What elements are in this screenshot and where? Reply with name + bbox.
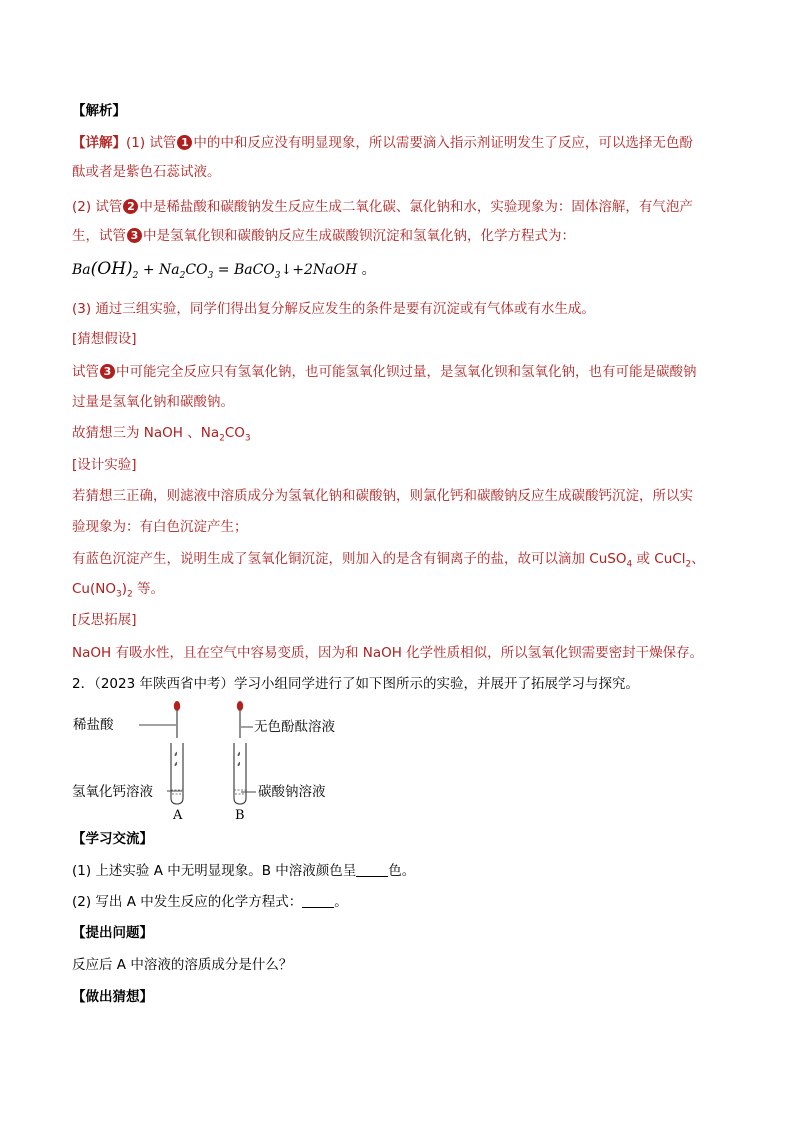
detail-paragraph-3: (3) 通过三组实验，同学们得出复分解反应发生的条件是要有沉淀或有气体或有水生成。 bbox=[72, 301, 595, 317]
label-caoh: 氢氧化钙溶液 bbox=[72, 784, 153, 800]
p1-text-a: (1) 试管 bbox=[126, 135, 177, 151]
label-na2co3: 碳酸钠溶液 bbox=[258, 784, 326, 800]
analysis-heading: 【解析】 bbox=[72, 103, 126, 119]
guess-paragraph-2: 过量是氢氧化钠和碳酸钠。 bbox=[72, 394, 234, 410]
tube-b-label: B bbox=[235, 808, 245, 823]
tube-a-label: A bbox=[173, 808, 183, 823]
chemical-equation: $Ba(OH)_2 + Na_2CO_3$ = BaCO$_3$↓+2NaOH 。 bbox=[72, 259, 376, 281]
test-tube-a-icon bbox=[171, 743, 183, 804]
dropper-a-icon bbox=[174, 701, 180, 738]
design-paragraph-1: 若猜想三正确，则滤液中溶质成分为氢氧化钠和碳酸钠，则氯化钙和碳酸钠反应生成碳酸钙沉淀，所以实 bbox=[72, 488, 693, 504]
guess-heading: [猜想假设] bbox=[72, 331, 137, 347]
guess-three-line: 故猜想三为 NaOH 、$Na_2CO_3$ bbox=[72, 425, 251, 444]
reflect-paragraph: NaOH 有吸水性，且在空气中容易变质，因为和 NaOH 化学性质相似，所以氢氧化钡需要密封干燥保存。 bbox=[72, 645, 704, 661]
test-tube-b-icon bbox=[234, 743, 246, 804]
learn-heading: 【学习交流】 bbox=[72, 831, 153, 847]
circle-number-3b-icon: 3 bbox=[100, 364, 115, 379]
design-paragraph-2: 验现象为：有白色沉淀产生； bbox=[72, 519, 248, 535]
p2-text-d: 中是氢氧化钡和碳酸钠反应生成碳酸钡沉淀和氢氧化钠，化学方程式为： bbox=[143, 228, 575, 244]
p2-text-a: (2) 试管 bbox=[72, 199, 123, 215]
design-paragraph-3: 有蓝色沉淀产生，说明生成了氢氧化铜沉淀，则加入的是含有铜离子的盐，故可以滴加 CuSO$_4$ 或 CuCl$_2$、 bbox=[72, 551, 705, 570]
detail-paragraph-2b bbox=[72, 227, 575, 245]
circle-number-2-icon: 2 bbox=[123, 199, 138, 214]
ask-heading: 【提出问题】 bbox=[72, 925, 153, 941]
p1-text-b: 中的中和反应没有明显现象，所以需要滴入指示剂证明发生了反应，可以选择无色酚 bbox=[193, 135, 693, 151]
question-2-intro: 2．（2023 年陕西省中考）学习小组同学进行了如下图所示的实验，并展开了拓展学习与探究。 bbox=[72, 676, 639, 692]
p2-text-c: 生，试管 bbox=[72, 228, 126, 244]
detail-paragraph-1 bbox=[72, 134, 693, 152]
reflect-heading: [反思拓展] bbox=[72, 612, 137, 628]
detail-paragraph-2 bbox=[72, 198, 693, 216]
p2-text-b: 中是稀盐酸和碳酸钠发生反应生成二氧化碳、氯化钠和水，实验现象为：固体溶解，有气泡产 bbox=[139, 199, 693, 215]
question-2-part-1: (1) 上述实验 A 中无明显现象。B 中溶液颜色呈 色。 bbox=[72, 863, 416, 879]
dropper-b-icon bbox=[237, 701, 243, 738]
answer-blank-2[interactable] bbox=[302, 895, 334, 908]
label-acid: 稀盐酸 bbox=[73, 717, 114, 733]
p1-text-c: 酞或者是紫色石蕊试液。 bbox=[72, 164, 221, 180]
ask-text: 反应后 A 中溶液的溶质成分是什么？ bbox=[72, 957, 293, 973]
answer-blank-1[interactable] bbox=[356, 864, 388, 877]
test-tube-figure bbox=[70, 698, 350, 823]
hypothesis-heading: 【做出猜想】 bbox=[72, 989, 153, 1005]
detail-tag: 【详解】 bbox=[72, 135, 126, 151]
guess-paragraph-1: 试管 3 中可能完全反应只有氢氧化钠，也可能氢氧化钡过量，是氢氧化钡和氢氧化钠，也有可能是碳酸钠 bbox=[72, 364, 697, 380]
circle-number-3-icon: 3 bbox=[127, 228, 142, 243]
design-heading: [设计实验] bbox=[72, 457, 137, 473]
label-phenol: 无色酚酞溶液 bbox=[254, 719, 335, 735]
circle-number-1-icon: 1 bbox=[177, 135, 192, 150]
design-paragraph-4: $Cu(NO_3)_2$ 等。 bbox=[72, 581, 165, 600]
question-2-part-2: (2) 写出 A 中发生反应的化学方程式： 。 bbox=[72, 894, 348, 910]
